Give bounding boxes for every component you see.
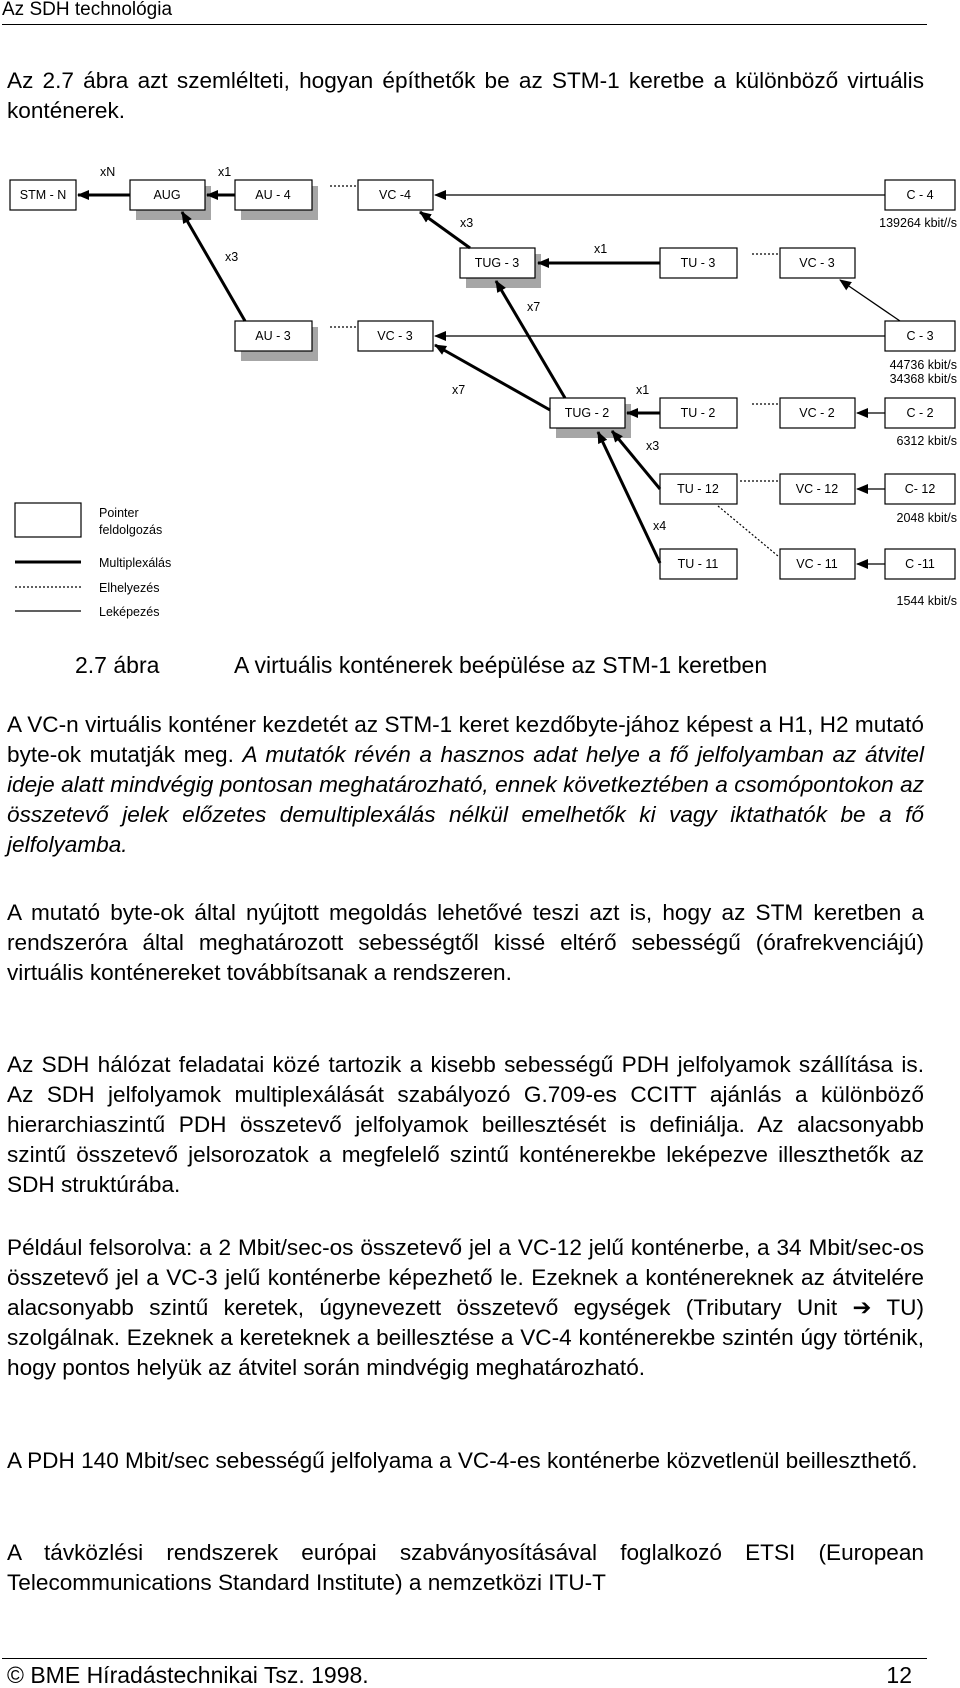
page-header: [2, 0, 927, 25]
paragraph-etsi: A távközlési rendszerek európai szabványosításával foglalkozó ETSI (European Telecommunications Standard Institute) a nemzetközi ITU-T: [7, 1540, 924, 1595]
right-arrow-icon: ➔: [852, 1295, 872, 1321]
paragraph-example-before: Például felsorolva: a 2 Mbit/sec-os összetevő jel a VC-12 jelű konténerbe, a 34 Mbit/sec-os összetevő jel a VC-3 jelű konténerbe képezhető le. Ezeknek a konténereknek az átvitelére alacsonyabb szintű keretek, úgynevezett összetevő egységek (Tributary Unit: [7, 1235, 924, 1320]
mult-x3-tug3: x3: [460, 216, 474, 230]
label-vc12: VC - 12: [795, 482, 839, 496]
label-vc3-top: VC - 3: [799, 256, 835, 270]
label-c4: C - 4: [906, 188, 934, 202]
label-c2: C - 2: [906, 406, 934, 420]
map-c3-to-vc3-top: [840, 280, 900, 321]
mux-tug2-to-tug3: [496, 281, 565, 398]
paragraph-pdh-transport: Az SDH hálózat feladatai közé tartozik a kisebb sebességű PDH jelfolyamok szállítása is. Az SDH jelfolyamok multiplexálását szabályozó G.709-es CCITT ajánlás a különböző hierarchiaszintű PDH összetevő jelfolyamok beillesztését is definiálja. Az alacsonyabb szintű összetevő jelsorozatok a megfelelő szintű konténerekbe leképezve illeszthetők az SDH struktúrába.: [7, 1052, 924, 1197]
rate-c3b: 34368 kbit/s: [889, 372, 957, 386]
mux-au3-to-aug: [182, 212, 245, 321]
mult-x1-tu3: x1: [594, 242, 608, 256]
mult-x3-tu12: x3: [646, 439, 660, 453]
legend-pointer-box: [15, 503, 81, 537]
figure-number: 2.7 ábra: [75, 652, 160, 678]
label-vc11: VC - 11: [796, 557, 838, 571]
legend-placement: Elhelyezés: [99, 581, 160, 595]
mult-x1-tu2: x1: [636, 383, 650, 397]
legend-mapping: Leképezés: [99, 605, 160, 619]
page-number: 12: [886, 1662, 912, 1688]
mux-tug2-to-vc3: [435, 345, 550, 410]
label-tug2: TUG - 2: [564, 406, 610, 420]
rate-c4: 139264 kbit//s: [879, 216, 957, 230]
rate-c3a: 44736 kbit/s: [889, 358, 957, 372]
label-au4: AU - 4: [255, 188, 291, 202]
sdh-multiplexing-diagram: [0, 150, 960, 628]
rate-c2: 6312 kbit/s: [896, 434, 957, 448]
label-c11: C -11: [905, 557, 935, 571]
mult-x4-tu11: x4: [653, 519, 667, 533]
paragraph-example-after: TU) szolgálnak. Ezeknek a kereteknek a beillesztése a VC-4 konténerekbe szintén úgy történik, hogy pontos helyük az átvitel során mindvégig meghatározható.: [7, 1295, 925, 1380]
label-vc2: VC - 2: [799, 406, 835, 420]
label-tug3: TUG - 3: [474, 256, 520, 270]
paragraph-pointers: [7, 710, 924, 860]
paragraph-pointer-benefit: A mutató byte-ok által nyújtott megoldás lehetővé teszi azt is, hogy az STM keretben a rendszeróra által meghatározott sebességtől kissé eltérő sebességű (órafrekvenciájú) virtuális konténereket továbbítsanak a rendszeren.: [7, 900, 924, 985]
mult-x7-tug2-vc4: x7: [452, 383, 466, 397]
paragraph-example: [7, 1233, 924, 1383]
mult-x3-au3: x3: [225, 250, 239, 264]
label-aug: AUG: [153, 188, 181, 202]
label-vc4: VC -4: [379, 188, 411, 202]
label-stm-n: STM - N: [19, 188, 67, 202]
figure-caption: A virtuális konténerek beépülése az STM-1 keretben: [234, 652, 768, 678]
mult-x1-aug-au4: x1: [218, 165, 232, 179]
label-au3: AU - 3: [255, 329, 291, 343]
label-tu3: TU - 3: [680, 256, 716, 270]
mult-x7-tug2-tug3: x7: [527, 300, 541, 314]
label-tu11: TU - 11: [677, 557, 719, 571]
intro-paragraph: Az 2.7 ábra azt szemlélteti, hogyan építhetők be az STM-1 keretbe a különböző virtuális konténerek.: [7, 68, 924, 123]
paragraph-pointers-italic: A mutatók révén a hasznos adat helye a fő jelfolyamban az átvitel ideje alatt mindvégig pontosan meghatározható, ennek következtében a csomópontokon az összetevő jelek előzetes demultiplexálás nélkül emelhetők ki vagy iktathatók be a fő jelfolyamba.: [7, 742, 924, 857]
label-tu2: TU - 2: [680, 406, 716, 420]
rate-c12: 2048 kbit/s: [896, 511, 957, 525]
legend-pointer-line1: Pointer: [99, 506, 139, 520]
legend-multiplex: Multiplexálás: [99, 556, 172, 570]
label-vc3: VC - 3: [377, 329, 413, 343]
footer-divider: [2, 1658, 927, 1659]
header-title: Az SDH technológia: [2, 0, 173, 20]
footer-copyright: © BME Híradástechnikai Tsz. 1998.: [7, 1662, 369, 1688]
label-tu12: TU - 12: [677, 482, 719, 496]
mult-xn: xN: [100, 165, 116, 179]
label-c3: C - 3: [906, 329, 934, 343]
paragraph-pdh140: A PDH 140 Mbit/sec sebességű jelfolyama a VC-4-es konténerbe közvetlenül beilleszthető.: [7, 1448, 918, 1473]
rate-c11: 1544 kbit/s: [896, 594, 957, 608]
label-c12: C- 12: [904, 482, 936, 496]
paragraph-pointers-normal: A VC-n virtuális konténer kezdetét az STM-1 keret kezdőbyte-jához képest a H1, H2 mutató byte-ok mutatják meg.: [7, 712, 924, 767]
legend-pointer-line2: feldolgozás: [99, 523, 163, 537]
